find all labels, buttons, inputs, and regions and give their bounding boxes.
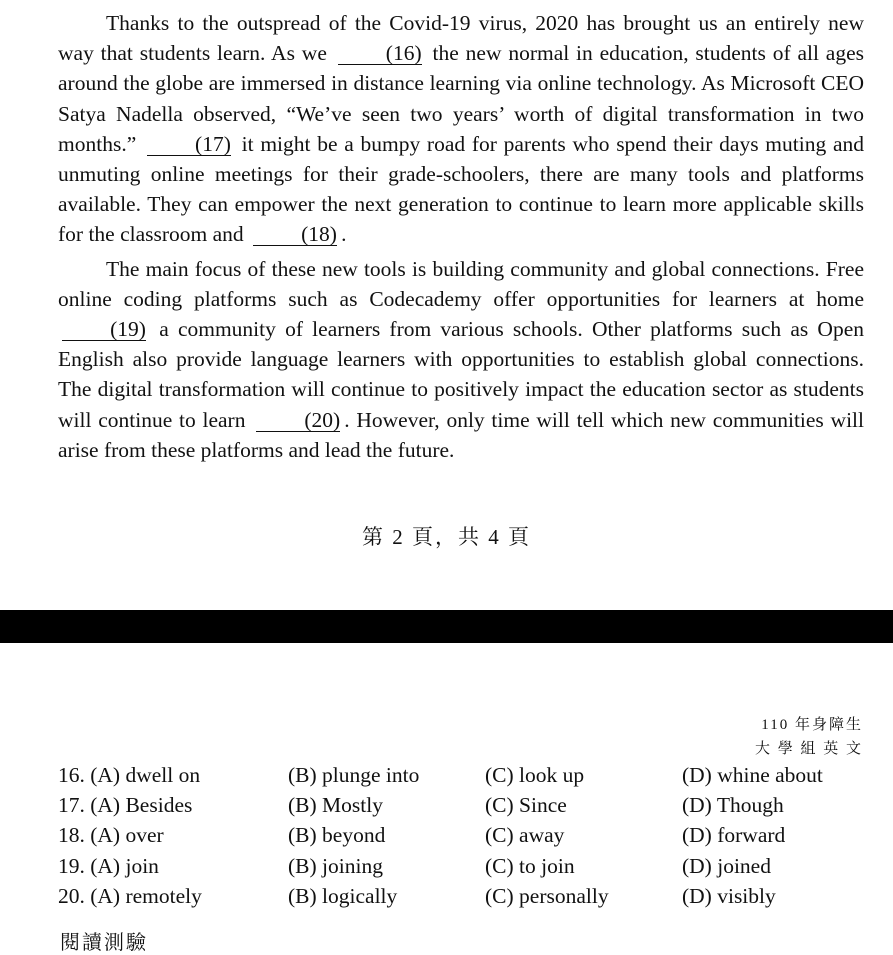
option-row-20 <box>58 881 862 911</box>
option-row-16 <box>58 760 862 790</box>
paragraph-1-text-a: Thanks to the outspread of the Covid-19 virus, 2020 has brought us an entirely new way that students learn. As we <box>58 11 864 66</box>
option-18-b: (B) beyond <box>288 823 386 848</box>
blank-17: (17) <box>147 133 231 156</box>
option-18-c: (C) away <box>485 823 565 848</box>
paragraph-1-text-c: it might be a bumpy road for parents who spend their days muting and unmuting online meetings for their grade-schoolers, there are many tools and platforms available. They can empower the next generation to continue to learn more applicable skills for the classroom and <box>58 131 864 247</box>
exam-label <box>755 713 863 761</box>
option-20-b: (B) logically <box>288 883 398 908</box>
option-text: (A) remotely <box>90 883 202 908</box>
section-title: 閱讀測驗 <box>60 932 148 954</box>
option-text: (A) Besides <box>90 793 193 818</box>
option-19-a <box>58 851 288 881</box>
question-number: 17. <box>58 793 85 818</box>
paragraph-1-text-d: . <box>341 222 347 247</box>
paragraph-2-text-b: a community of learners from various schools. Other platforms such as Open English also provide language learners with opportunities to establish global connections. The digital transformation will continue to positively impact the education sector as students will continue to learn <box>58 317 864 432</box>
blank-20: (20) <box>256 409 340 432</box>
option-17-b: (B) Mostly <box>288 793 383 818</box>
cloze-passage <box>58 8 864 465</box>
option-text: (A) join <box>90 853 159 878</box>
option-18-a <box>58 820 288 850</box>
exam-label-line-1: 110 年身障生 <box>761 717 863 733</box>
option-17-a <box>58 790 288 820</box>
question-number: 18. <box>58 823 85 848</box>
exam-label-line-2: 大 學 組 英 文 <box>754 741 863 757</box>
page-divider-band <box>0 610 893 643</box>
question-number: 19. <box>58 853 85 878</box>
option-17-d: (D) Though <box>682 793 784 818</box>
exam-page-lower <box>0 643 893 954</box>
passage-paragraph-2 <box>58 254 864 465</box>
option-20-d: (D) visibly <box>682 883 776 908</box>
answer-options <box>58 760 862 911</box>
option-18-d: (D) forward <box>682 823 786 848</box>
option-20-c: (C) personally <box>485 883 609 908</box>
option-16-c: (C) look up <box>485 763 585 787</box>
passage-paragraph-1 <box>58 8 864 250</box>
option-19-b: (B) joining <box>288 853 383 878</box>
option-19-c: (C) to join <box>485 853 575 878</box>
option-16-b: (B) plunge into <box>288 763 420 787</box>
option-row-19 <box>58 851 862 881</box>
option-row-17 <box>58 790 862 820</box>
option-16-d: (D) whine about <box>682 763 823 787</box>
blank-19: (19) <box>62 318 146 341</box>
paragraph-1-text-b: the new normal in education, students of all ages around the globe are immersed in distance learning via online technology. As Microsoft CEO Satya Nadella observed, “We’ve seen two years’ worth of digital transformation in two months.” <box>58 41 865 156</box>
option-20-a <box>58 881 288 911</box>
option-text: (A) dwell on <box>90 763 201 787</box>
option-19-d: (D) joined <box>682 853 771 878</box>
option-17-c: (C) Since <box>485 793 567 818</box>
page-indicator: 第 2 頁，共 4 頁 <box>362 525 531 549</box>
paragraph-2-text-a: The main focus of these new tools is building community and global connections. Free online coding platforms such as Codecademy offer opportunities for learners at home <box>58 256 864 311</box>
option-16-a <box>58 760 288 790</box>
question-number: 16. <box>58 763 85 787</box>
blank-18: (18) <box>253 223 337 246</box>
option-row-18 <box>58 820 862 850</box>
paragraph-2-text-c: . However, only time will tell which new communities will arise from these platforms and lead the future. <box>58 407 865 462</box>
option-text: (A) over <box>90 823 164 848</box>
question-number: 20. <box>58 883 85 908</box>
blank-16: (16) <box>338 42 422 65</box>
